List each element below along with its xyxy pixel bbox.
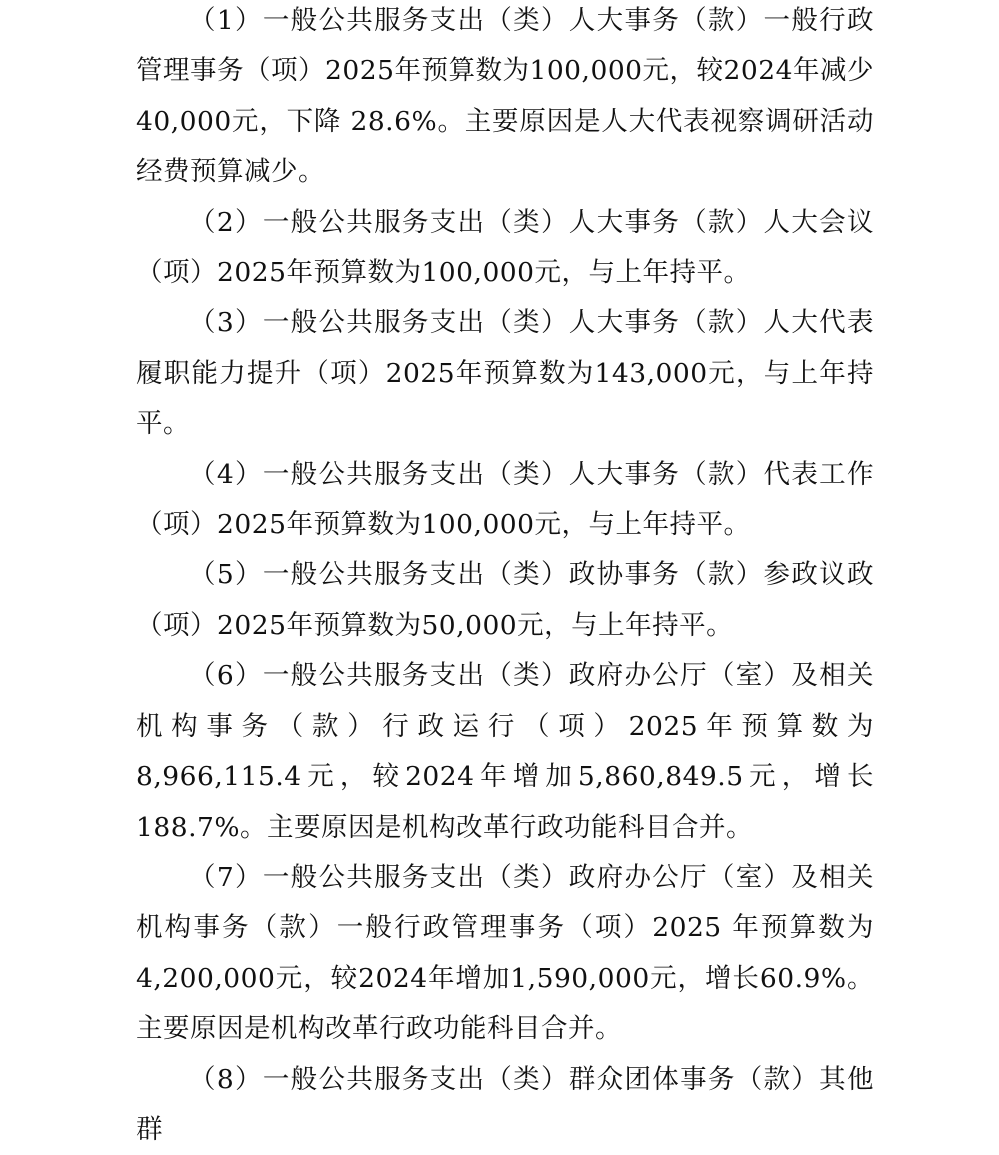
paragraph-7: （7）一般公共服务支出（类）政府办公厅（室）及相关机构事务（款）一般行政管理事务（项）2025 年预算数为4,200,000元，较2024年增加1,590,000元，增长60.9%。主要原因是机构改革行政功能科目合并。 bbox=[136, 861, 874, 1045]
paragraph-8: （8）一般公共服务支出（类）群众团体事务（款）其他群 bbox=[136, 1063, 874, 1145]
paragraph-5: （5）一般公共服务支出（类）政协事务（款）参政议政（项）2025年预算数为50,000元，与上年持平。 bbox=[136, 559, 874, 641]
paragraph-1: （1）一般公共服务支出（类）人大事务（款）一般行政管理事务（项）2025年预算数为100,000元，较2024年减少40,000元，下降 28.6%。主要原因是人大代表视察调研活动经费预算减少。 bbox=[136, 5, 874, 188]
paragraph-3: （3）一般公共服务支出（类）人大事务（款）人大代表履职能力提升（项）2025年预算数为143,000元，与上年持平。 bbox=[136, 307, 874, 440]
paragraph-6: （6）一般公共服务支出（类）政府办公厅（室）及相关机构事务（款）行政运行（项）2025年预算数为 8,966,115.4元，较2024年增加5,860,849.5元，增长188.7%。主要原因是机构改革行政功能科目合并。 bbox=[136, 660, 874, 843]
paragraph-4: （4）一般公共服务支出（类）人大事务（款）代表工作（项）2025年预算数为100,000元，与上年持平。 bbox=[136, 458, 874, 541]
paragraph-2: （2）一般公共服务支出（类）人大事务（款）人大会议（项）2025年预算数为100,000元，与上年持平。 bbox=[136, 206, 874, 289]
document-body bbox=[136, 0, 874, 1155]
